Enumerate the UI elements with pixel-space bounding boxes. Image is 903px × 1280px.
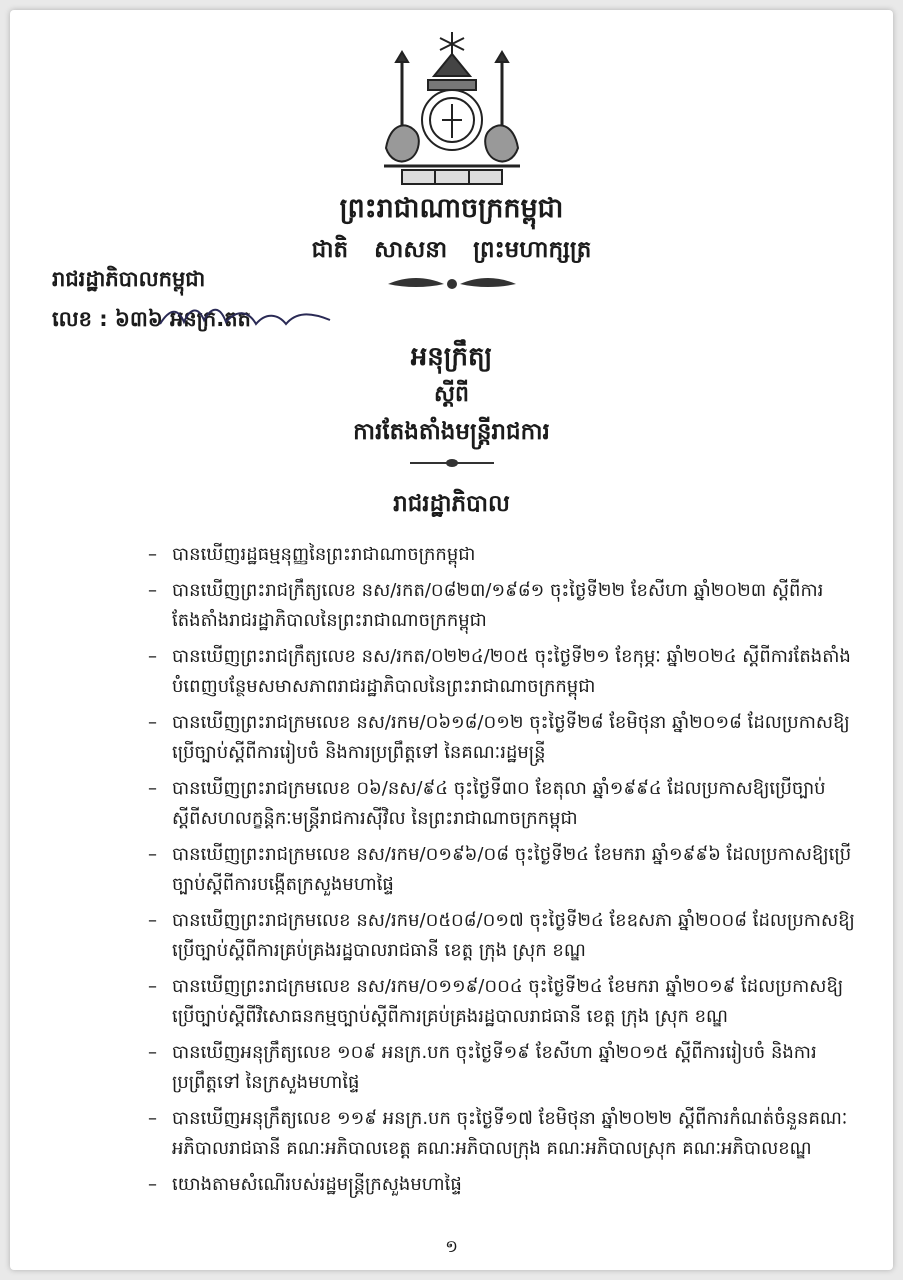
bullet: – <box>148 1042 157 1063</box>
bullet: – <box>148 778 157 799</box>
list-item: – បានឃើញព្រះរាជក្រមលេខ ០៦/នស/៩៤ ចុះថ្ងៃទី៣០ ខែតុលា ឆ្នាំ១៩៩៤ ដែលប្រកាសឱ្យប្រើច្បាប់ស្តីពីសហលក្ខន្តិកៈមន្ត្រីរាជការស៊ីវិល នៃព្រះរាជាណាចក្រកម្ពុជា <box>148 774 860 834</box>
government-label: រាជរដ្ឋាភិបាលកម្ពុជា <box>52 267 206 291</box>
list-item: – បានឃើញរដ្ឋធម្មនុញ្ញនៃព្រះរាជាណាចក្រកម្ពុជា <box>148 540 860 570</box>
preamble-list <box>148 540 860 1206</box>
reference-number: លេខ : ៦៣៦ អនក្រ.តត <box>52 307 251 331</box>
bullet: – <box>148 1108 157 1129</box>
bullet: – <box>148 646 157 667</box>
list-item: – បានឃើញព្រះរាជក្រឹត្យលេខ នស/រកត/០៨២៣/១៩៨១ ចុះថ្ងៃទី២២ ខែសីហា ឆ្នាំ២០២៣ ស្តីពីការតែងតាំងរាជរដ្ឋាភិបាលនៃព្រះរាជាណាចក្រកម្ពុជា <box>148 576 860 636</box>
decree-about: ស្តីពី <box>434 382 469 407</box>
bullet: – <box>148 976 157 997</box>
list-item: – បានឃើញព្រះរាជក្រមលេខ នស/រកម/០១៩៦/០៨ ចុះថ្ងៃទី២៤ ខែមករា ឆ្នាំ១៩៩៦ ដែលប្រកាសឱ្យប្រើច្បាប់ស្តីពីការបង្កើតក្រសួងមហាផ្ទៃ <box>148 840 860 900</box>
bullet: – <box>148 712 157 733</box>
bullet: – <box>148 580 157 601</box>
bullet: – <box>148 910 157 931</box>
page-number: ១ <box>445 1237 458 1257</box>
decree-subject: ការតែងតាំងមន្ត្រីរាជការ <box>353 419 550 445</box>
list-item: – បានឃើញព្រះរាជក្រមលេខ នស/រកម/០៦១៨/០១២ ចុះថ្ងៃទី២៨ ខែមិថុនា ឆ្នាំ២០១៨ ដែលប្រកាសឱ្យប្រើច្បាប់ស្តីពីការរៀបចំ និងការប្រព្រឹត្តទៅ នៃគណៈរដ្ឋមន្ត្រី <box>148 708 860 768</box>
council-heading: រាជរដ្ឋាភិបាល <box>393 491 510 517</box>
bullet: – <box>148 544 157 565</box>
list-item: – បានឃើញព្រះរាជក្រឹត្យលេខ នស/រកត/០២២៤/២០៥ ចុះថ្ងៃទី២១ ខែកុម្ភៈ ឆ្នាំ២០២៤ ស្តីពីការតែងតាំងបំពេញបន្ថែមសមាសភាពរាជរដ្ឋាភិបាលនៃព្រះរាជាណាចក្រកម្ពុជា <box>148 642 860 702</box>
list-item: – បានឃើញព្រះរាជក្រមលេខ នស/រកម/០១១៩/០០៤ ចុះថ្ងៃទី២៤ ខែមករា ឆ្នាំ២០១៩ ដែលប្រកាសឱ្យប្រើច្បាប់ស្តីពីវិសោធនកម្មច្បាប់ស្តីពីការគ្រប់គ្រងរដ្ឋបាលរាជធានី ខេត្ត ក្រុង ស្រុក ខណ្ឌ <box>148 972 860 1032</box>
list-item: – បានឃើញអនុក្រឹត្យលេខ ១១៩ អនក្រ.បក ចុះថ្ងៃទី១៧ ខែមិថុនា ឆ្នាំ២០២២ ស្តីពីការកំណត់ចំនួនគណៈអភិបាលរាជធានី គណៈអភិបាលខេត្ត គណៈអភិបាលក្រុង គណៈអភិបាលស្រុក គណៈអភិបាលខណ្ឌ <box>148 1104 860 1164</box>
kingdom-heading: ព្រះរាជាណាចក្រកម្ពុជា <box>339 193 564 224</box>
bullet: – <box>148 844 157 865</box>
royal-emblem-icon <box>372 28 532 188</box>
list-item: – បានឃើញអនុក្រឹត្យលេខ ១០៩ អនក្រ.បក ចុះថ្ងៃទី១៩ ខែសីហា ឆ្នាំ២០១៥ ស្តីពីការរៀបចំ និងការប្រព្រឹត្តទៅ នៃក្រសួងមហាផ្ទៃ <box>148 1038 860 1098</box>
national-motto: ជាតិ សាសនា ព្រះមហាក្សត្រ <box>311 237 592 263</box>
bullet: – <box>148 1174 157 1195</box>
list-item: – យោងតាមសំណើរបស់រដ្ឋមន្ត្រីក្រសួងមហាផ្ទៃ <box>148 1170 860 1200</box>
handwritten-number-icon <box>156 298 336 334</box>
ornament-divider-icon <box>386 274 518 294</box>
section-divider <box>410 462 494 464</box>
list-item: – បានឃើញព្រះរាជក្រមលេខ នស/រកម/០៥០៨/០១៧ ចុះថ្ងៃទី២៤ ខែឧសភា ឆ្នាំ២០០៨ ដែលប្រកាសឱ្យប្រើច្បាប់ស្តីពីការគ្រប់គ្រងរដ្ឋបាលរាជធានី ខេត្ត ក្រុង ស្រុក ខណ្ឌ <box>148 906 860 966</box>
decree-title: អនុក្រឹត្យ <box>410 342 493 372</box>
